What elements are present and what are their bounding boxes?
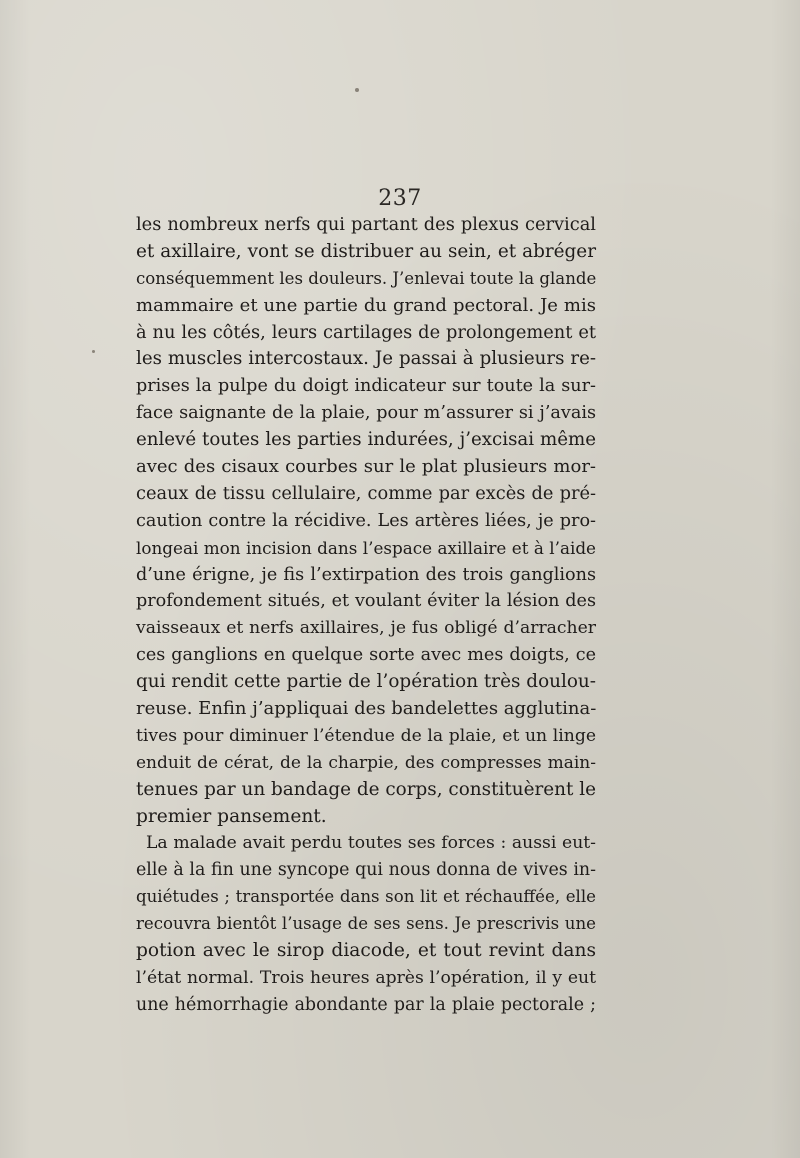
text-line: l’état normal. Trois heures après l’opération, il y eut [136, 967, 596, 988]
ink-speck [92, 350, 95, 353]
text-line: recouvra bientôt l’usage de ses sens. Je prescrivis une [136, 914, 596, 934]
text-line: enduit de cérat, de la charpie, des compresses main- [136, 752, 596, 773]
text-line: longeai mon incision dans l’espace axillaire et à l’aide [136, 537, 596, 558]
text-line: ceaux de tissu cellulaire, comme par excès de pré- [136, 482, 596, 504]
text-line: d’une érigne, je fis l’extirpation des trois ganglions [136, 564, 596, 585]
text-line: quiétudes ; transportée dans son lit et réchauffée, elle [136, 887, 596, 907]
text-line: à nu les côtés, leurs cartilages de prolongement et [136, 321, 596, 343]
text-line: avec des cisaux courbes sur le plat plusieurs mor- [136, 456, 596, 478]
text-line: caution contre la récidive. Les artères liées, je pro- [136, 510, 596, 531]
text-line: tives pour diminuer l’étendue de la plaie, et un linge [136, 725, 596, 746]
text-line: conséquemment les douleurs. J’enlevai toute la glande [136, 268, 597, 288]
text-line: mammaire et une partie du grand pectoral. Je mis [136, 294, 596, 316]
text-line: les muscles intercostaux. Je passai à plusieurs re- [136, 348, 596, 370]
page-number: 237 [378, 186, 422, 211]
text-line: vaisseaux et nerfs axillaires, je fus obligé d’arracher [136, 618, 596, 639]
ink-speck [355, 88, 359, 92]
text-line: tenues par un bandage de corps, constituèrent le [136, 778, 596, 800]
text-line: les nombreux nerfs qui partant des plexus cervical [136, 214, 596, 235]
text-line: ces ganglions en quelque sorte avec mes doigts, ce [136, 645, 596, 666]
text-line: enlevé toutes les parties indurées, j’excisai même [136, 429, 596, 451]
text-line: une hémorrhagie abondante par la plaie pectorale ; [136, 994, 596, 1015]
text-line: et axillaire, vont se distribuer au sein, et abréger [136, 240, 596, 262]
text-line: reuse. Enfin j’appliquai des bandelettes agglutina- [136, 698, 597, 720]
text-line: profondement situés, et voulant éviter la lésion des [136, 591, 596, 612]
text-line: La malade avait perdu toutes ses forces : aussi eut- [146, 833, 596, 854]
text-line: prises la pulpe du doigt indicateur sur toute la sur- [136, 376, 596, 397]
text-line: potion avec le sirop diacode, et tout revint dans [136, 940, 596, 962]
text-line: premier pansement. [136, 805, 327, 827]
text-line: face saignante de la plaie, pour m’assurer si j’avais [136, 403, 596, 424]
text-line: elle à la fin une syncope qui nous donna de vives in- [136, 860, 596, 881]
text-line: qui rendit cette partie de l’opération très doulou- [136, 671, 596, 693]
body-text [136, 212, 596, 1019]
